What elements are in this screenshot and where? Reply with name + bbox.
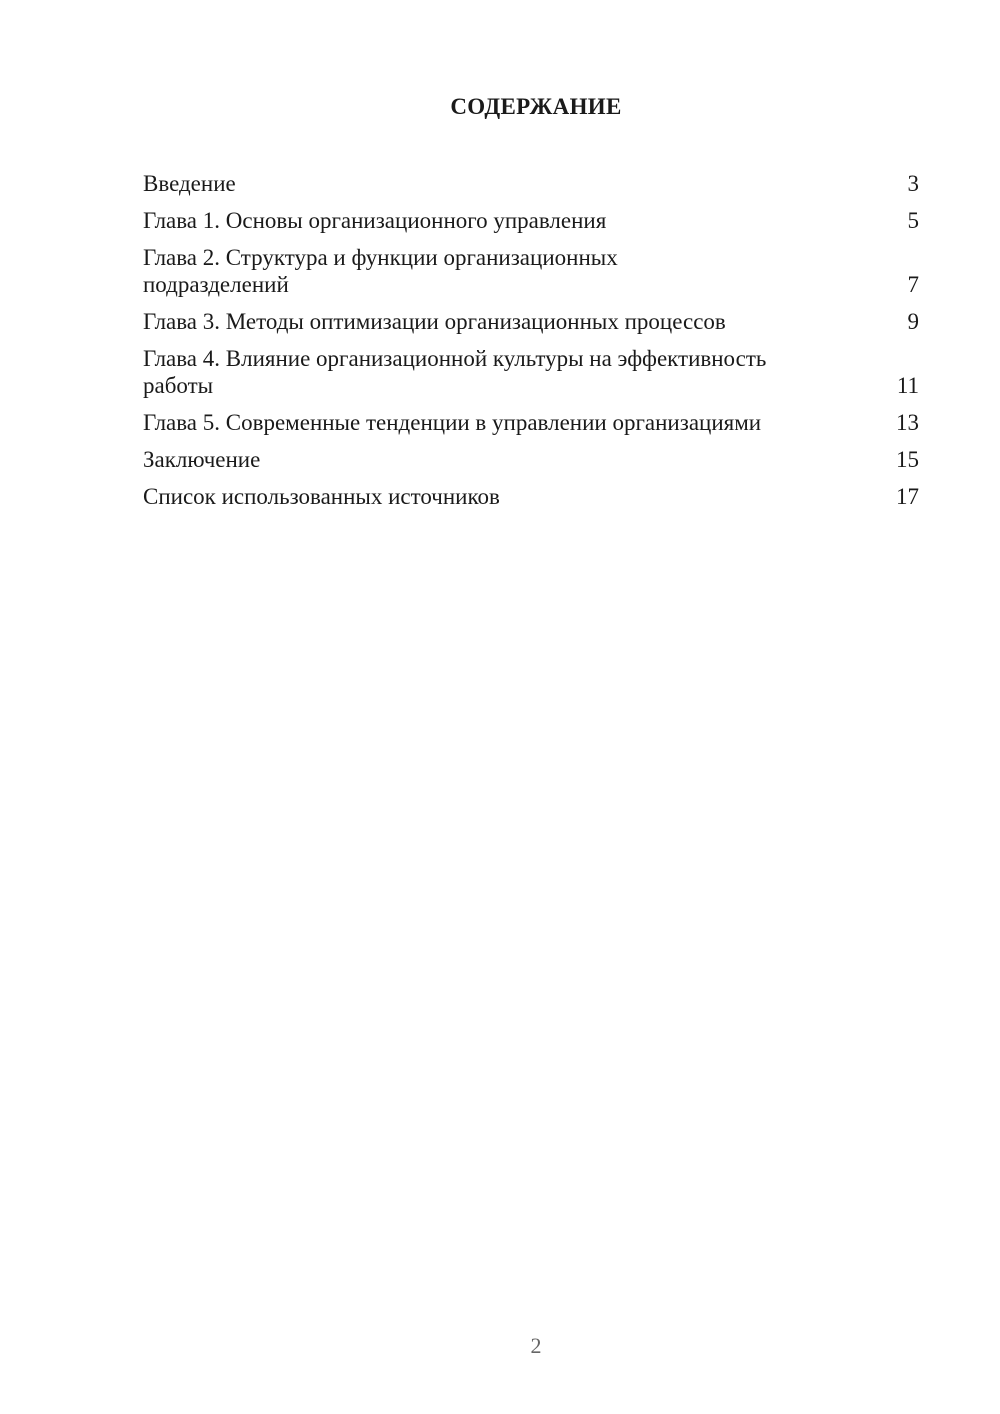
toc-entry-label: Список использованных источников (143, 484, 500, 509)
toc-entry-label: Заключение (143, 447, 261, 472)
toc-entry-label: Глава 1. Основы организационного управления (143, 208, 607, 233)
toc-entry-page: 11 (896, 373, 919, 398)
toc-entry-page: 9 (907, 309, 919, 334)
toc-entry-label: Введение (143, 171, 236, 196)
toc-entry-page: 13 (896, 410, 919, 435)
toc-entry-page: 7 (907, 272, 919, 297)
page-title: СОДЕРЖАНИЕ (450, 94, 622, 119)
toc-entry-label: Глава 3. Методы оптимизации организационных процессов (143, 309, 726, 334)
toc-entry-label: Глава 2. Структура и функции организационных подразделений (143, 245, 618, 297)
toc-entry-page: 17 (896, 484, 919, 509)
toc-entry-page: 5 (907, 208, 919, 233)
toc-entry-conclusion (143, 446, 919, 473)
toc-entry-chapter-5 (143, 409, 919, 436)
table-of-contents (143, 170, 919, 520)
toc-entry-introduction (143, 170, 919, 197)
toc-entry-label: Глава 5. Современные тенденции в управлении организациями (143, 410, 762, 435)
page-number: 2 (530, 1333, 542, 1358)
toc-entry-chapter-1 (143, 207, 919, 234)
toc-entry-references (143, 483, 919, 510)
toc-entry-label: Глава 4. Влияние организационной культуры на эффективность работы (143, 346, 767, 398)
toc-entry-page: 3 (907, 171, 919, 196)
toc-entry-chapter-2 (143, 244, 919, 298)
toc-entry-chapter-3 (143, 308, 919, 335)
toc-entry-page: 15 (896, 447, 919, 472)
toc-entry-chapter-4 (143, 345, 919, 399)
